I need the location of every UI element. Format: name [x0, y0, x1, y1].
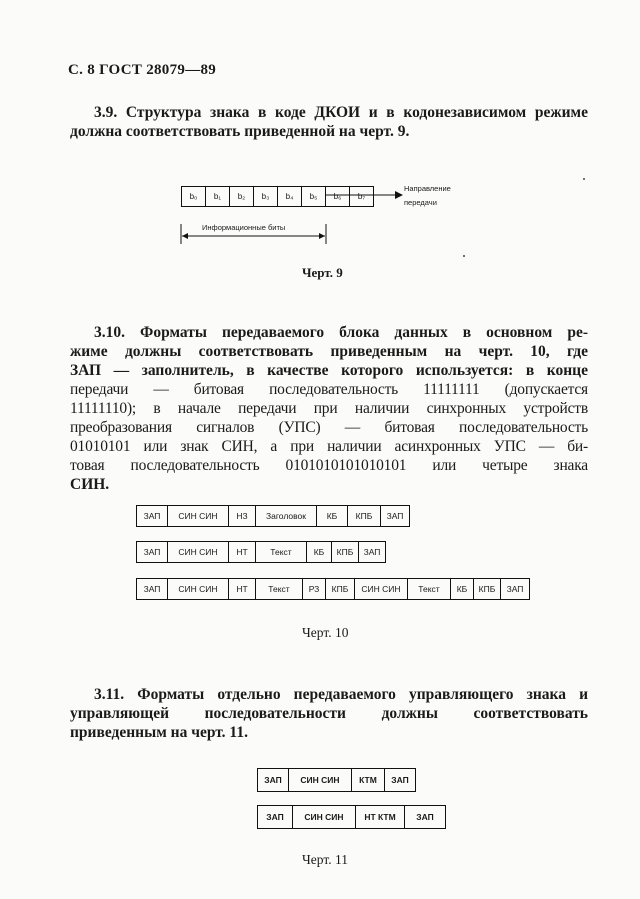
frame-field: НЗ: [229, 506, 256, 526]
para-3-10-line: 01010101 или знак СИН, а при наличии асинхронных УПС — би-: [70, 438, 588, 455]
bit-cell: b₄: [278, 187, 302, 206]
frame-field: РЗ: [303, 579, 326, 599]
para-3-10-line: передачи — битовая последовательность 11111111 (допускается: [70, 381, 588, 398]
frame-field: Текст: [256, 579, 303, 599]
frame-field: СИН СИН: [168, 542, 229, 562]
frame-field: Текст: [256, 542, 307, 562]
frame-field: КПБ: [348, 506, 381, 526]
frame-field: ЗАП: [386, 511, 404, 521]
frame-field: КПБ: [332, 542, 359, 562]
block-format-multi: [136, 578, 530, 600]
paragraph-3-9: [70, 103, 588, 141]
speck: [463, 255, 465, 257]
frame-field: ЗАП: [416, 812, 434, 822]
frame-field: НТ: [229, 579, 256, 599]
para-3-10-line: преобразования сигналов (УПС) — битовая последовательность: [70, 419, 588, 436]
bit-cell: b₅: [302, 187, 326, 206]
frame-field: КБ: [317, 506, 348, 526]
frame-field: ЗАП: [137, 542, 168, 562]
block-format-text: [136, 541, 386, 563]
frame-field: КБ: [307, 542, 332, 562]
bit-cell: b₆: [326, 187, 350, 206]
frame-field: Текст: [408, 579, 451, 599]
control-seq-format: [257, 805, 446, 829]
bit-cell: b₇: [357, 192, 366, 201]
frame-field: СИН СИН: [289, 769, 352, 791]
paragraph-3-9-text: 3.9. Структура знака в коде ДКОИ и в кодонезависимом режиме должна соответствовать приведенной на черт. 9.: [70, 104, 588, 140]
frame-field: СИН СИН: [355, 579, 408, 599]
frame-field: Заголовок: [256, 506, 317, 526]
direction-label-2: передачи: [404, 198, 437, 207]
frame-field: ЗАП: [506, 584, 524, 594]
page-header: С. 8 ГОСТ 28079—89: [68, 62, 217, 78]
span-label: Информационные биты: [202, 223, 286, 232]
frame-field: ЗАП: [363, 547, 381, 557]
frame-field: ЗАП: [137, 579, 168, 599]
direction-label-1: Направление: [404, 184, 451, 193]
frame-field: СИН СИН: [293, 806, 356, 828]
figure-10-row-1: [136, 505, 410, 527]
para-3-10-line: СИН.: [70, 476, 110, 493]
figure-10-row-3: [136, 578, 530, 600]
para-3-10-line: товая последовательность 0101010101010101 или четыре знака: [70, 457, 588, 474]
speck: [583, 178, 585, 180]
para-3-10-line: 11111110); в начале передачи при наличии синхронных устройств: [70, 400, 588, 417]
paragraph-3-11-text: 3.11. Форматы отдельно передаваемого управляющего знака и управляющей последовательности должны соответствовать приведенным на черт. 11.: [70, 686, 588, 741]
direction-arrow: [325, 188, 405, 202]
paragraph-3-11: [70, 685, 588, 742]
para-3-10-line: 3.10. Форматы передаваемого блока данных в основном ре-: [94, 324, 588, 341]
block-format-header: [136, 505, 410, 527]
frame-field: ЗАП: [258, 769, 289, 791]
frame-field: КТМ: [352, 769, 385, 791]
frame-field: ЗАП: [391, 775, 409, 785]
figure-9-caption: Черт. 9: [302, 265, 343, 280]
figure-10-caption: Черт. 10: [302, 625, 349, 640]
frame-field: СИН СИН: [168, 506, 229, 526]
figure-11-row-1: [257, 768, 416, 792]
figure-11-row-2: [257, 805, 446, 829]
bit-cell: b₁: [206, 187, 230, 206]
frame-field: КБ: [451, 579, 474, 599]
frame-field: КПБ: [474, 579, 501, 599]
figure-10-row-2: [136, 541, 386, 563]
bit-cell: b₂: [230, 187, 254, 206]
figure-11-caption: Черт. 11: [302, 852, 348, 867]
bit-cell: b₃: [254, 187, 278, 206]
frame-field: ЗАП: [258, 806, 293, 828]
frame-field: НТ: [229, 542, 256, 562]
para-3-10-line: жиме должны соответствовать приведенным на черт. 10, где: [70, 343, 588, 360]
frame-field: НТ КТМ: [356, 806, 405, 828]
frame-field: СИН СИН: [168, 579, 229, 599]
paragraph-3-10: [70, 323, 588, 494]
control-char-format: [257, 768, 416, 792]
bit-cell: b₀: [182, 187, 206, 206]
para-3-10-line: ЗАП — заполнитель, в качестве которого используется: в конце: [70, 362, 588, 379]
frame-field: КПБ: [326, 579, 355, 599]
frame-field: ЗАП: [137, 506, 168, 526]
